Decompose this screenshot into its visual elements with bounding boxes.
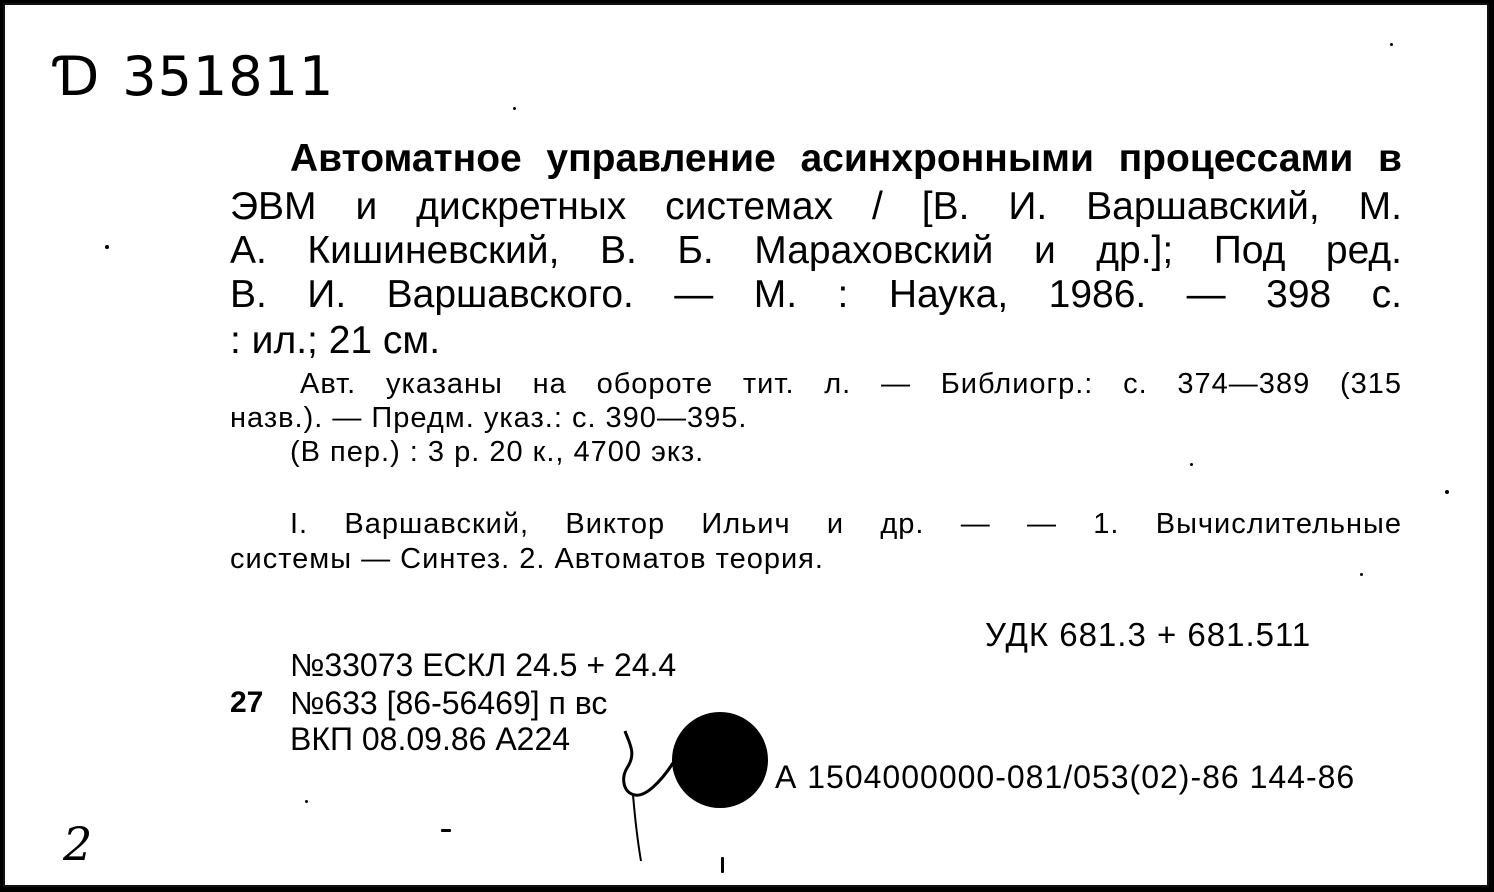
title-line-4: В. И. Варшавского. — М. : Наука, 1986. — 398 с. [230, 273, 1402, 316]
speck [1190, 463, 1193, 466]
title-line-3: А. Кишиневский, В. Б. Мараховский и др.]; Под ред. [230, 229, 1402, 272]
udc-code: УДК 681.3 + 681.511 [985, 616, 1312, 653]
call-number-mark: Ɗ [55, 45, 101, 108]
call-number-value: 351811 [122, 45, 335, 108]
speck [441, 829, 451, 832]
tracings-line-2: системы — Синтез. 2. Автоматов теория. [230, 543, 824, 575]
speck [513, 107, 516, 110]
index-code: А 1504000000-081/053(02)-86 144-86 [775, 759, 1356, 795]
pen-stroke-icon [615, 723, 685, 868]
catalog-line-1: №33073 ЕСКЛ 24.5 + 24.4 [290, 647, 677, 683]
speck [721, 857, 724, 873]
call-number [55, 45, 334, 108]
notes-line-3: (В пер.) : 3 р. 20 к., 4700 экз. [290, 436, 705, 468]
corner-handwriting: 2 [63, 817, 93, 871]
speck [305, 800, 308, 803]
library-catalog-card [3, 3, 1489, 887]
notes-line-2: назв.). — Предм. указ.: с. 390—395. [230, 402, 748, 434]
title-line-1: Автоматное управление асинхронными процессами в [290, 137, 1402, 180]
title-line-2: ЭВМ и дискретных системах / [В. И. Варшавский, М. [230, 185, 1402, 228]
notes-line-1: Авт. указаны на обороте тит. л. — Библиогр.: с. 374—389 (315 [300, 368, 1402, 400]
speck [1360, 573, 1363, 576]
punch-hole [672, 712, 768, 808]
catalog-line-3: ВКП 08.09.86 А224 [290, 721, 571, 757]
title-line-5: : ил.; 21 см. [230, 319, 441, 362]
catalog-line-2: №633 [86-56469] п вс [290, 685, 608, 721]
catalog-prefix: 27 [230, 686, 264, 719]
speck [1445, 490, 1449, 494]
tracings-line-1: I. Варшавский, Виктор Ильич и др. — — 1. Вычислительные [290, 508, 1402, 540]
speck [105, 245, 109, 249]
speck [1390, 43, 1393, 46]
